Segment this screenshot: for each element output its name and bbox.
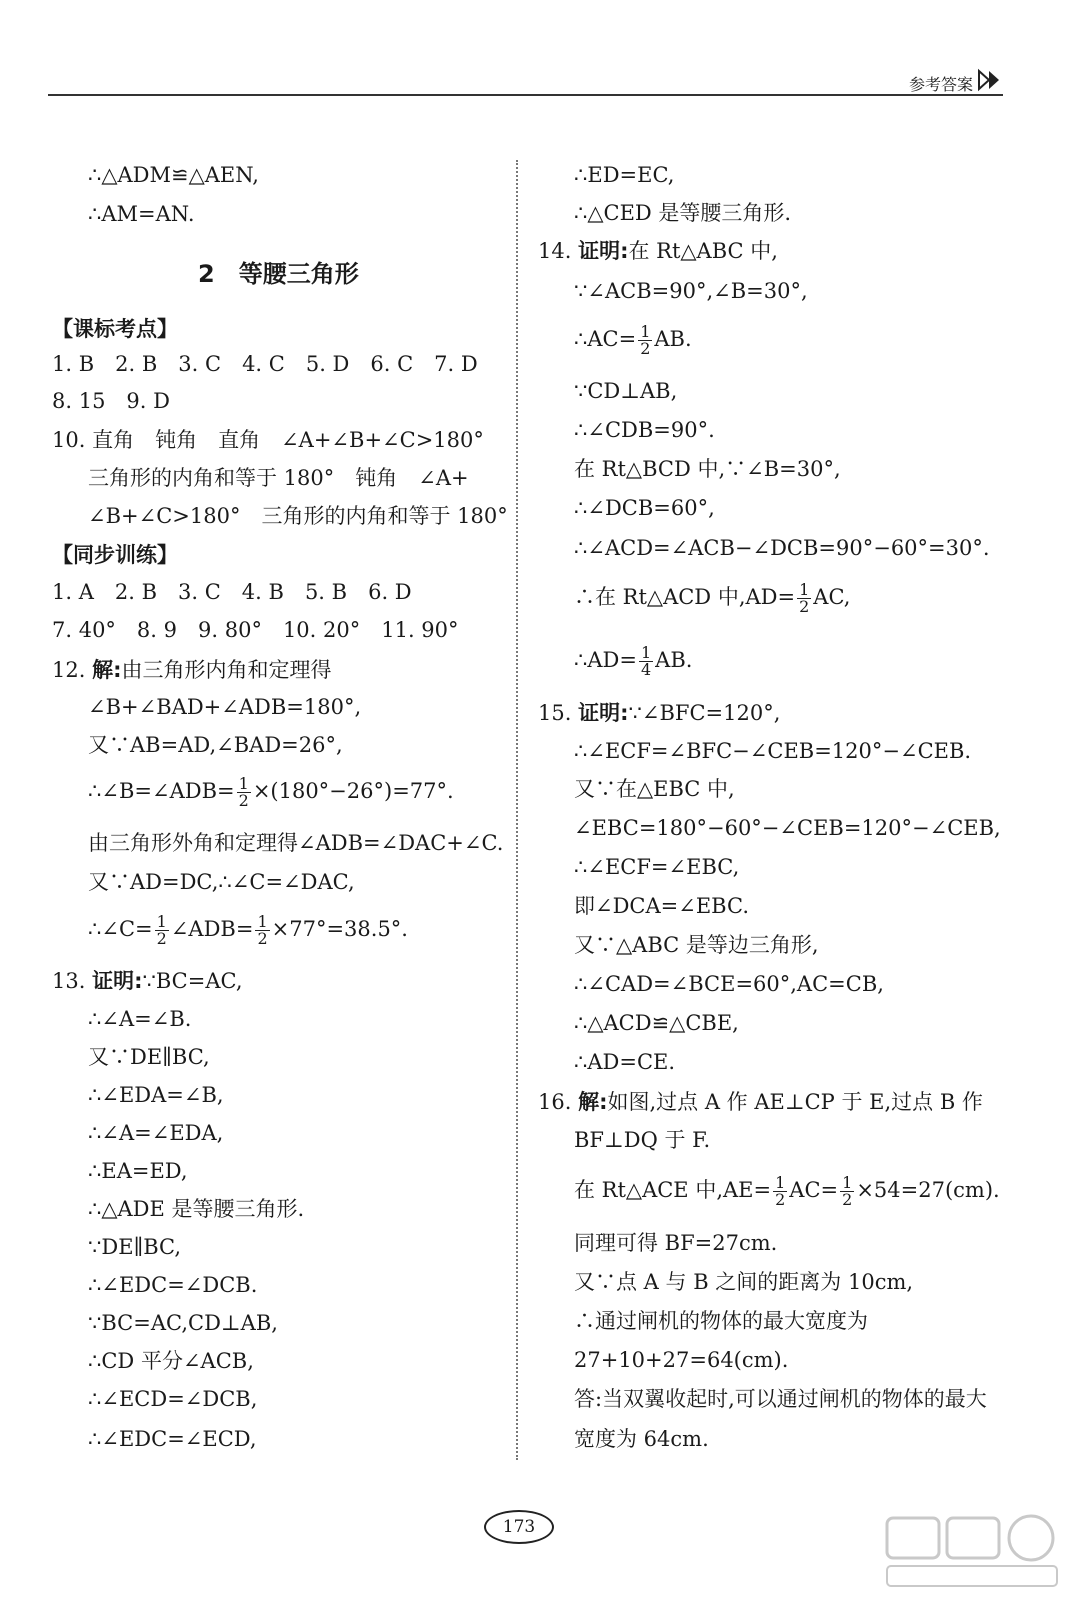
text-span: AC, [813,585,851,609]
text-line: ∵BC=AC,CD⊥AB, [88,1311,278,1335]
text-line: ∵CD⊥AB, [574,379,678,403]
text-span: ×54=27(cm). [856,1178,1000,1202]
section-title: 2 等腰三角形 [198,260,359,288]
text-line: BF⊥DQ 于 F. [574,1128,711,1152]
question-number: 14. [538,239,579,263]
text-line: ∵DE∥BC, [88,1235,182,1259]
question-number: 16. [538,1090,579,1114]
text-span: ∵∠BFC=120°, [628,701,781,725]
question-12 [52,655,331,685]
text-line: 又∵点 A 与 B 之间的距离为 10cm, [574,1270,914,1294]
text-line: ∴∠ECD=∠DCB, [88,1387,258,1411]
text-line: ∴∠DCB=60°, [574,496,715,520]
text-line: 由三角形外角和定理得∠ADB=∠DAC+∠C. [88,831,504,855]
denominator: 2 [799,597,810,616]
proof-label: 证明: [578,239,629,263]
text-span: ∴∠C= [88,917,153,941]
header-rule [48,94,1003,96]
text-line [574,324,692,357]
text-line: 又∵△ABC 是等边三角形, [574,933,819,957]
text-line: 又∵DE∥BC, [88,1045,210,1069]
text-line: ∠B+∠BAD+∠ADB=180°, [88,695,362,719]
solution-label: 解: [578,1090,608,1114]
question-16 [538,1087,983,1117]
fraction [255,914,269,947]
question-number: 13. [52,969,93,993]
answer-line: ∠B+∠C>180° 三角形的内角和等于 180° [88,504,508,528]
denominator: 2 [640,339,651,358]
text-line: ∴∠EDA=∠B, [88,1083,224,1107]
text-line: ∴∠A=∠EDA, [88,1121,224,1145]
answer-line: 1. A 2. B 3. C 4. B 5. B 6. D [52,580,412,604]
text-line [574,1175,1000,1208]
fraction [797,582,811,615]
text-line: ∴AD=CE. [574,1050,676,1074]
text-line: 27+10+27=64(cm). [574,1348,789,1372]
text-line: 又∵在△EBC 中, [574,777,735,801]
answer-line: 1. B 2. B 3. C 4. C 5. D 6. C 7. D [52,352,478,376]
text-line: 即∠DCA=∠EBC. [574,894,750,918]
numerator: 1 [799,580,810,599]
page-number-badge [484,1510,554,1544]
watermark-logo-icon [883,1512,1063,1592]
text-span: ∴AC= [574,327,637,351]
text-line [574,645,692,678]
column-divider [516,160,518,1460]
denominator: 2 [257,929,268,948]
proof-label: 证明: [92,969,143,993]
text-span: AB. [654,327,692,351]
solution-label: 解: [92,658,122,682]
text-span: ∵BC=AC, [142,969,243,993]
text-line [88,914,408,947]
text-span: 在 Rt△ABC 中, [628,239,778,263]
text-line: ∴△ADE 是等腰三角形. [88,1197,305,1221]
text-line: ∵∠ACB=90°,∠B=30°, [574,279,808,303]
text-span: AC= [789,1178,839,1202]
question-number: 15. [538,701,579,725]
fraction [639,645,653,678]
fraction [237,776,251,809]
text-line: ∴AM=AN. [88,202,195,226]
question-14 [538,236,778,266]
answer-line: 7. 40° 8. 9 9. 80° 10. 20° 11. 90° [52,618,459,642]
answer-line: 10. 直角 钝角 直角 ∠A+∠B+∠C>180° [52,428,484,452]
text-line: ∠EBC=180°−60°−∠CEB=120°−∠CEB, [574,816,1001,840]
answer-line: 三角形的内角和等于 180° 钝角 ∠A+ [88,466,469,490]
text-span: 在 Rt△ACE 中,AE= [574,1178,772,1202]
numerator: 1 [238,774,249,793]
fraction [155,914,169,947]
text-line: 宽度为 64cm. [574,1427,709,1451]
denominator: 2 [775,1190,786,1209]
question-number: 12. [52,658,93,682]
fraction [638,324,652,357]
text-line: ∴△CED 是等腰三角形. [574,201,792,225]
denominator: 2 [156,929,167,948]
proof-label: 证明: [578,701,629,725]
text-line: ∴通过闸机的物体的最大宽度为 [574,1309,868,1333]
text-line: ∴∠A=∠B. [88,1007,192,1031]
kebiao-heading: 【课标考点】 [52,317,178,341]
numerator: 1 [640,643,652,662]
text-line [574,582,850,615]
answer-line: 8. 15 9. D [52,389,170,413]
text-span: 如图,过点 A 作 AE⊥CP 于 E,过点 B 作 [607,1090,983,1114]
numerator: 1 [775,1173,786,1192]
text-line: ∴∠CDB=90°. [574,418,715,442]
text-span: AB. [655,648,693,672]
text-line: ∴△ADM≌△AEN, [88,163,259,187]
fraction [840,1175,854,1208]
numerator: 1 [257,912,268,931]
text-line: ∴∠EDC=∠ECD, [88,1427,257,1451]
question-13 [52,966,243,996]
text-span: ×77°=38.5°. [271,917,408,941]
denominator: 2 [238,791,249,810]
text-span: ∴∠B=∠ADB= [88,779,235,803]
text-line: ∴ED=EC, [574,163,675,187]
fraction [773,1175,787,1208]
text-span: ∴在 Rt△ACD 中,AD= [574,585,796,609]
text-line: ∴△ACD≌△CBE, [574,1011,739,1035]
text-line: ∴∠EDC=∠DCB. [88,1273,258,1297]
text-span: 由三角形内角和定理得 [121,658,332,682]
text-line [88,776,454,809]
text-line: 在 Rt△BCD 中,∵∠B=30°, [574,457,841,481]
numerator: 1 [842,1173,853,1192]
numerator: 1 [640,322,651,341]
text-span: ∠ADB= [170,917,254,941]
numerator: 1 [156,912,167,931]
text-line: 又∵AB=AD,∠BAD=26°, [88,733,343,757]
denominator: 2 [842,1190,853,1209]
text-line: ∴CD 平分∠ACB, [88,1349,254,1373]
text-span: ×(180°−26°)=77°. [252,779,454,803]
tongbu-heading: 【同步训练】 [52,543,178,567]
text-line: 答:当双翼收起时,可以通过闸机的物体的最大 [574,1387,987,1411]
page-number: 173 [484,1510,554,1544]
text-line: ∴∠ACD=∠ACB−∠DCB=90°−60°=30°. [574,536,990,560]
text-line: ∴∠CAD=∠BCE=60°,AC=CB, [574,972,884,996]
double-play-arrow-icon [977,68,1005,97]
text-line: 又∵AD=DC,∴∠C=∠DAC, [88,870,355,894]
text-line: 同理可得 BF=27cm. [574,1231,778,1255]
question-15 [538,698,780,728]
denominator: 4 [640,660,652,679]
text-span: ∴AD= [574,648,637,672]
text-line: ∴EA=ED, [88,1159,188,1183]
text-line: ∴∠ECF=∠EBC, [574,855,740,879]
text-line: ∴∠ECF=∠BFC−∠CEB=120°−∠CEB. [574,739,972,763]
header-label: 参考答案 [908,75,973,94]
